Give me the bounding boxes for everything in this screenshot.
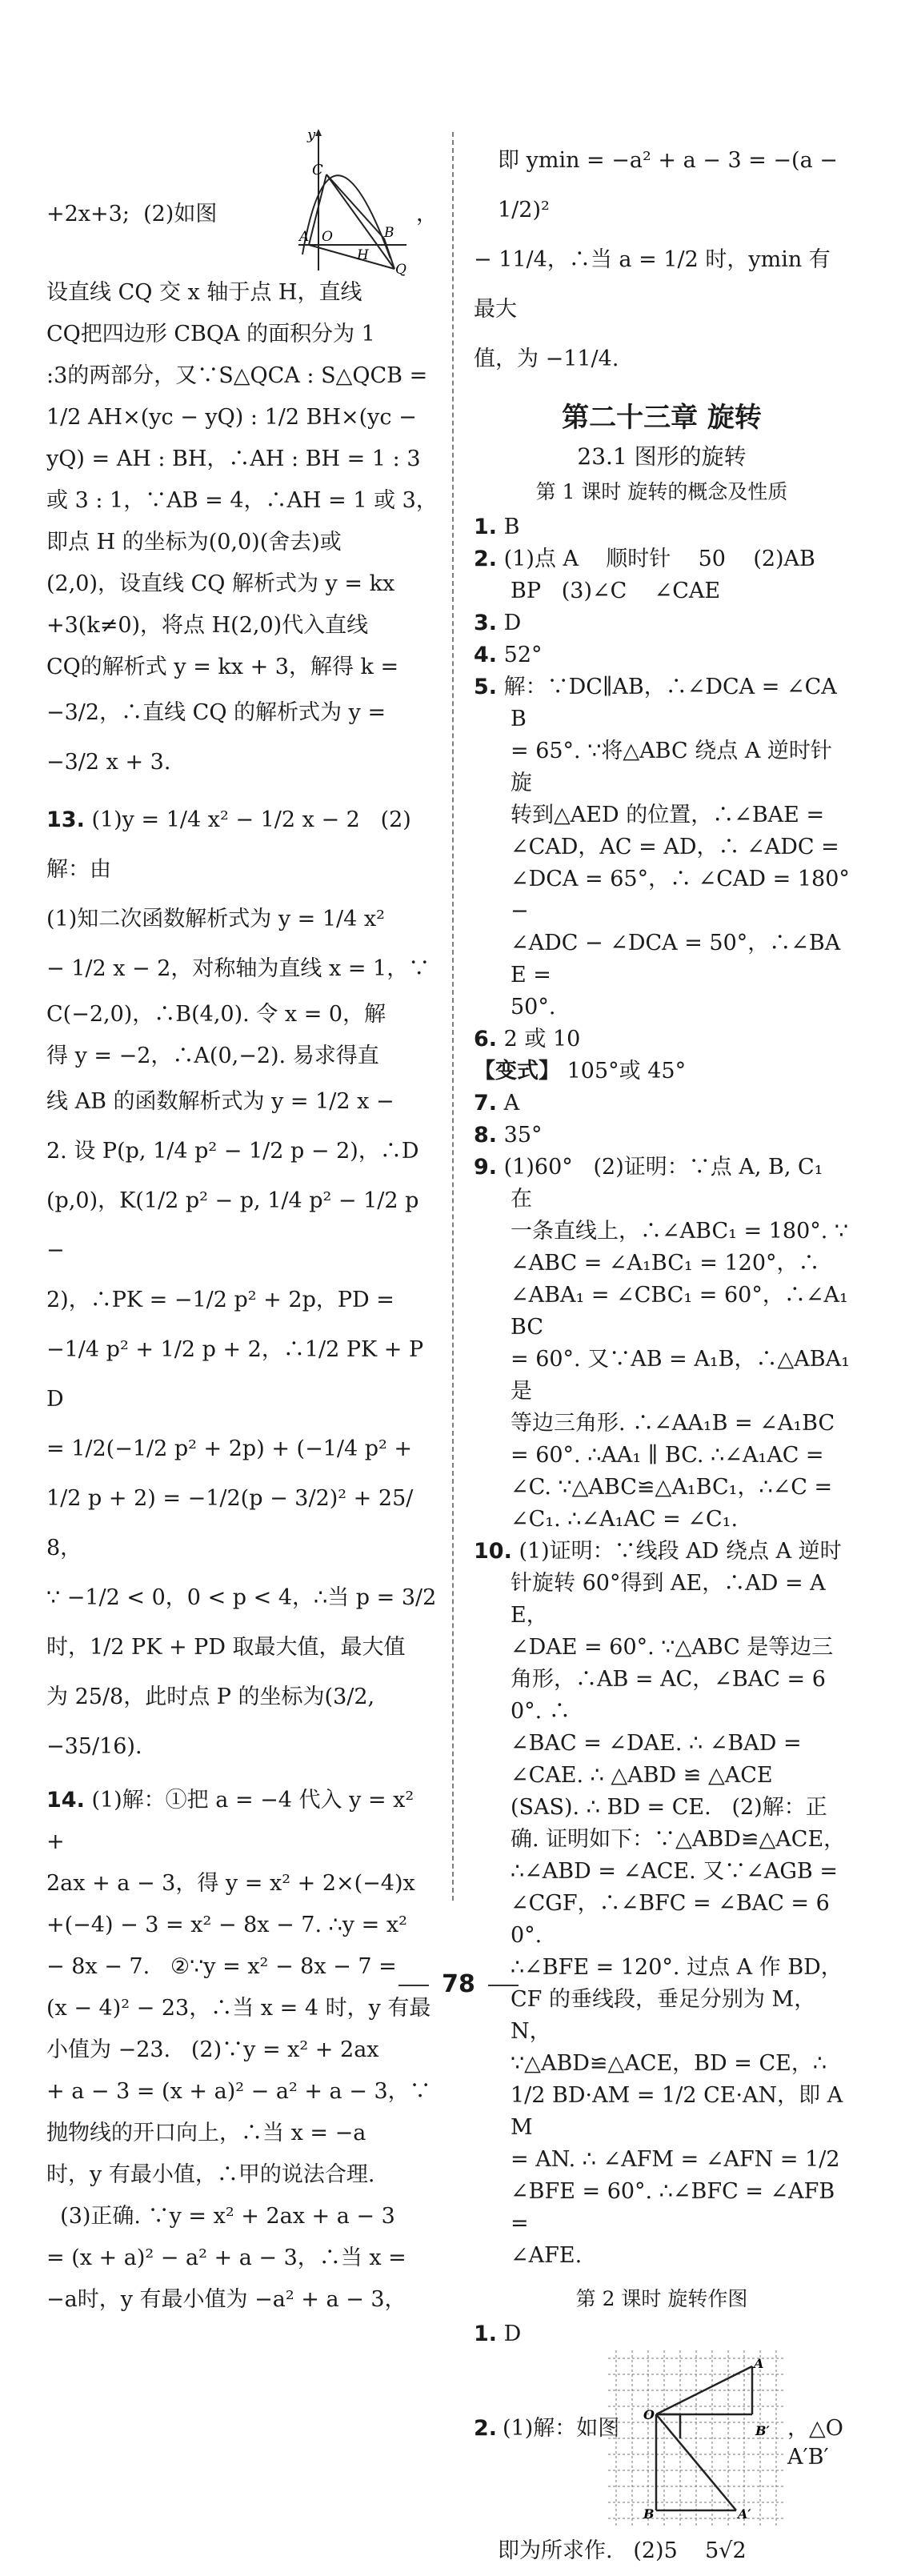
grid-label-A: A bbox=[754, 2356, 764, 2371]
question-number: 1. bbox=[474, 2322, 498, 2346]
line: 得 y = −2，∴A(0,−2). 易求得直 bbox=[46, 1044, 379, 1068]
answer-text: 解：∵DC∥AB，∴∠DCA = ∠CAB = 65°. ∵将△ABC 绕点 A 逆时针旋 转到△AED 的位置，∴∠BAE = ∠CAD，AC = AD，∴ ∠ADC = ∠DCA = 65°，∴ ∠CAD = 180° − ∠ADC − ∠DCA = 50°，∴∠BAE = 50°. bbox=[503, 675, 850, 1020]
answer-text: D bbox=[503, 611, 522, 635]
line: (2,0)，设直线 CQ 解析式为 y = kx bbox=[46, 571, 395, 596]
grid-label-B: B bbox=[643, 2506, 655, 2522]
question-number: 3. bbox=[474, 611, 498, 635]
label-C: C bbox=[312, 162, 323, 178]
page-number: 78 bbox=[442, 1970, 475, 1998]
question-number: 1. bbox=[474, 515, 498, 539]
figure-suffix: ，△OA′B′ bbox=[787, 2416, 843, 2470]
line: (1)知二次函数解析式为 y = 1/4 x² bbox=[46, 907, 385, 931]
answer-item bbox=[474, 607, 850, 639]
question-number: 2. bbox=[474, 547, 498, 571]
right-column bbox=[474, 136, 850, 2576]
rotation-grid-figure bbox=[608, 2350, 784, 2526]
answer-text: A bbox=[503, 1091, 520, 1116]
grid-figure-line bbox=[474, 2350, 850, 2526]
question-number: 8. bbox=[474, 1123, 498, 1148]
line: −3/2 x + 3. bbox=[46, 750, 171, 775]
question-number: 10. bbox=[474, 1539, 512, 1564]
line: 1/2 p + 2) = −1/2(p − 3/2)² + 25/8， bbox=[46, 1486, 414, 1560]
figure-prefix: +2x+3; (2)如图 bbox=[46, 202, 218, 226]
line: 小值为 −23. (2)∵y = x² + 2ax bbox=[46, 2037, 379, 2062]
answer-item bbox=[474, 1024, 850, 1056]
answer-text: (1)证明：∵线段 AD 绕点 A 逆时 针旋转 60°得到 AE，∴AD = AE， ∠DAE = 60°. ∵△ABC 是等边三 角形，∴AB = AC，∠BAC = 60°. ∴ ∠BAC = ∠DAE. ∴ ∠BAD = ∠CAE. ∴ △ABD ≌ △ACE (SAS). ∴ BD = CE. (2)解：正 确. 证明如下：∵△ABD≌△ACE， ∴∠ABD = ∠ACE. 又∵∠AGB = ∠CGF，∴∠BFC = ∠BAC = 60°. ∴∠BFE = 120°. 过点 A 作 BD， CF 的垂线段，垂足分别为 M，N， ∵△ABD≌△ACE，BD = CE，∴ 1/2 BD·AM = 1/2 CE·AN，即 AM = AN. ∴ ∠AFM = ∠AFN = 1/2 ∠BFE = 60°. ∴∠BFC = ∠AFB = ∠AFE. bbox=[511, 1539, 846, 2268]
line: (p,0)，K(1/2 p² − p, 1/4 p² − 1/2 p − bbox=[46, 1188, 426, 1263]
answer-list bbox=[474, 511, 850, 2272]
page-footer bbox=[0, 1970, 917, 1998]
line: 时，y 有最小值，∴甲的说法合理. bbox=[46, 2162, 375, 2187]
label-H: H bbox=[357, 247, 369, 263]
figure-comma: ， bbox=[416, 202, 438, 226]
answer-text: (1)60° (2)证明：∵点 A, B, C₁ 在 一条直线上，∴∠ABC₁ = 180°. ∵ ∠ABC = ∠A₁BC₁ = 120°，∴ ∠ABA₁ = ∠CBC₁ = 60°，∴∠A₁BC = 60°. 又∵AB = A₁B，∴△ABA₁ 是 等边三角形. ∴∠AA₁B = ∠A₁BC = 60°. ∴AA₁ ∥ BC. ∴∠A₁AC = ∠C. ∵△ABC≌△A₁BC₁，∴∠C = ∠C₁. ∴∠A₁AC = ∠C₁. bbox=[503, 1155, 850, 1532]
question-number: 4. bbox=[474, 643, 498, 667]
line: 或 3 : 1，∵AB = 4，∴AH = 1 或 3， bbox=[46, 488, 438, 513]
question-number: 【变式】 bbox=[474, 1059, 560, 1084]
label-A: A bbox=[299, 229, 310, 245]
line: +3(k≠0)，将点 H(2,0)代入直线 bbox=[46, 613, 369, 638]
grid-label-A-prime: A′ bbox=[738, 2506, 751, 2522]
line: 线 AB 的函数解析式为 y = 1/2 x − bbox=[46, 1089, 394, 1114]
line: = 1/2(−1/2 p² + 2p) + (−1/4 p² + bbox=[46, 1436, 413, 1461]
section-title: 23.1 图形的旋转 bbox=[577, 443, 747, 470]
question-number: 2. bbox=[474, 2416, 498, 2441]
question-number: 7. bbox=[474, 1091, 498, 1116]
line: CQ的解析式 y = kx + 3，解得 k = bbox=[46, 655, 399, 679]
question-14 bbox=[46, 1780, 438, 2321]
line: 即点 H 的坐标为(0,0)(舍去)或 bbox=[46, 530, 342, 555]
line: yQ) = AH : BH，∴AH : BH = 1 : 3 bbox=[46, 447, 421, 471]
question-number: 9. bbox=[474, 1155, 498, 1180]
line: (1)y = 1/4 x² − 1/2 x − 2 (2)解：由 bbox=[46, 807, 411, 882]
line: 即为所求作. (2)5 5√2 bbox=[498, 2538, 747, 2563]
answer-text: 2 或 10 bbox=[503, 1027, 581, 1052]
grid-label-B-prime: B′ bbox=[755, 2423, 770, 2438]
answer-item bbox=[474, 543, 850, 607]
line: − 8x − 7. ②∵y = x² − 8x − 7 = bbox=[46, 1954, 397, 1979]
answer-text: (1)点 A 顺时针 50 (2)AB BP (3)∠C ∠CAE bbox=[503, 547, 815, 603]
line: 2)，∴PK = −1/2 p² + 2p，PD = bbox=[46, 1288, 394, 1312]
line: CQ把四边形 CBQA 的面积分为 1 bbox=[46, 322, 375, 347]
figure-line bbox=[46, 126, 438, 278]
line: (1)解：①把 a = −4 代入 y = x² + bbox=[46, 1788, 421, 1854]
line: + a − 3 = (x + a)² − a² + a − 3，∵ bbox=[46, 2079, 431, 2104]
parabola-figure bbox=[294, 126, 414, 278]
answer-list bbox=[474, 2318, 850, 2350]
question-number: 6. bbox=[474, 1027, 498, 1052]
line: −35/16). bbox=[46, 1734, 142, 1759]
line: −3/2，∴直线 CQ 的解析式为 y = bbox=[46, 700, 386, 725]
answer-item bbox=[474, 2318, 850, 2350]
answer-text: 52° bbox=[503, 643, 543, 667]
column-divider bbox=[452, 132, 454, 1901]
grid-label-O: O bbox=[643, 2407, 655, 2422]
line: 2ax + a − 3，得 y = x² + 2×(−4)x bbox=[46, 1871, 415, 1896]
answer-text: 35° bbox=[503, 1123, 543, 1148]
label-y: y bbox=[307, 126, 316, 143]
question-number: 13. bbox=[46, 807, 85, 832]
answer-text: 105°或 45° bbox=[567, 1059, 687, 1084]
answer-item bbox=[474, 1056, 850, 1088]
line: 为 25/8，此时点 P 的坐标为(3/2, bbox=[46, 1685, 375, 1709]
question-number: 14. bbox=[46, 1788, 85, 1813]
figure-prefix: (1)解：如图 bbox=[503, 2416, 620, 2441]
label-Q: Q bbox=[395, 262, 406, 278]
answer-item bbox=[474, 511, 850, 543]
line: 抛物线的开口向上，∴当 x = −a bbox=[46, 2121, 366, 2145]
line: 设直线 CQ 交 x 轴于点 H，直线 bbox=[46, 280, 362, 305]
lesson-title: 第 1 课时 旋转的概念及性质 bbox=[535, 480, 788, 503]
label-O: O bbox=[322, 229, 333, 245]
line: (3)正确. ∵y = x² + 2ax + a − 3 bbox=[46, 2204, 395, 2229]
line: 值，为 −11/4. bbox=[474, 347, 619, 371]
line: 2. 设 P(p, 1/4 p² − 1/2 p − 2)，∴D bbox=[46, 1139, 419, 1164]
line: :3的两部分，又∵S△QCA : S△QCB = bbox=[46, 363, 428, 388]
lesson-title: 第 2 课时 旋转作图 bbox=[575, 2287, 748, 2310]
answer-item bbox=[474, 1152, 850, 1536]
line: C(−2,0)，∴B(4,0). 令 x = 0，解 bbox=[46, 1002, 386, 1027]
answer-item bbox=[474, 1120, 850, 1152]
answer-item bbox=[474, 639, 850, 671]
answer-text: D bbox=[503, 2322, 522, 2346]
question-number: 5. bbox=[474, 675, 498, 699]
line: = (x + a)² − a² + a − 3，∴当 x = bbox=[46, 2245, 406, 2270]
footer-dash bbox=[398, 1985, 429, 1986]
line: ∵ −1/2 < 0，0 < p < 4，∴当 p = 3/2 bbox=[46, 1585, 437, 1610]
answer-text: B bbox=[503, 515, 520, 539]
line: +(−4) − 3 = x² − 8x − 7. ∴y = x² bbox=[46, 1913, 407, 1937]
line: − 11/4，∴当 a = 1/2 时，ymin 有最大 bbox=[474, 247, 831, 322]
line: (x − 4)² − 23，∴当 x = 4 时，y 有最 bbox=[46, 1996, 431, 2021]
label-B: B bbox=[384, 225, 394, 241]
line: 1/2 AH×(yc − yQ) : 1/2 BH×(yc − bbox=[46, 405, 417, 430]
line: 时，1/2 PK + PD 取最大值，最大值 bbox=[46, 1635, 406, 1660]
footer-dash bbox=[488, 1985, 519, 1986]
line: 即 ymin = −a² + a − 3 = −(a − 1/2)² bbox=[498, 148, 845, 222]
line: −1/4 p² + 1/2 p + 2，∴1/2 PK + PD bbox=[46, 1337, 424, 1412]
answer-item bbox=[474, 671, 850, 1024]
line: − 1/2 x − 2，对称轴为直线 x = 1，∵ bbox=[46, 956, 430, 981]
question-13 bbox=[46, 795, 438, 1772]
answer-item bbox=[474, 1088, 850, 1120]
chapter-title: 第二十三章 旋转 bbox=[562, 402, 762, 434]
answer-item bbox=[474, 1536, 850, 2272]
line: −a时，y 有最小值为 −a² + a − 3， bbox=[46, 2287, 406, 2312]
